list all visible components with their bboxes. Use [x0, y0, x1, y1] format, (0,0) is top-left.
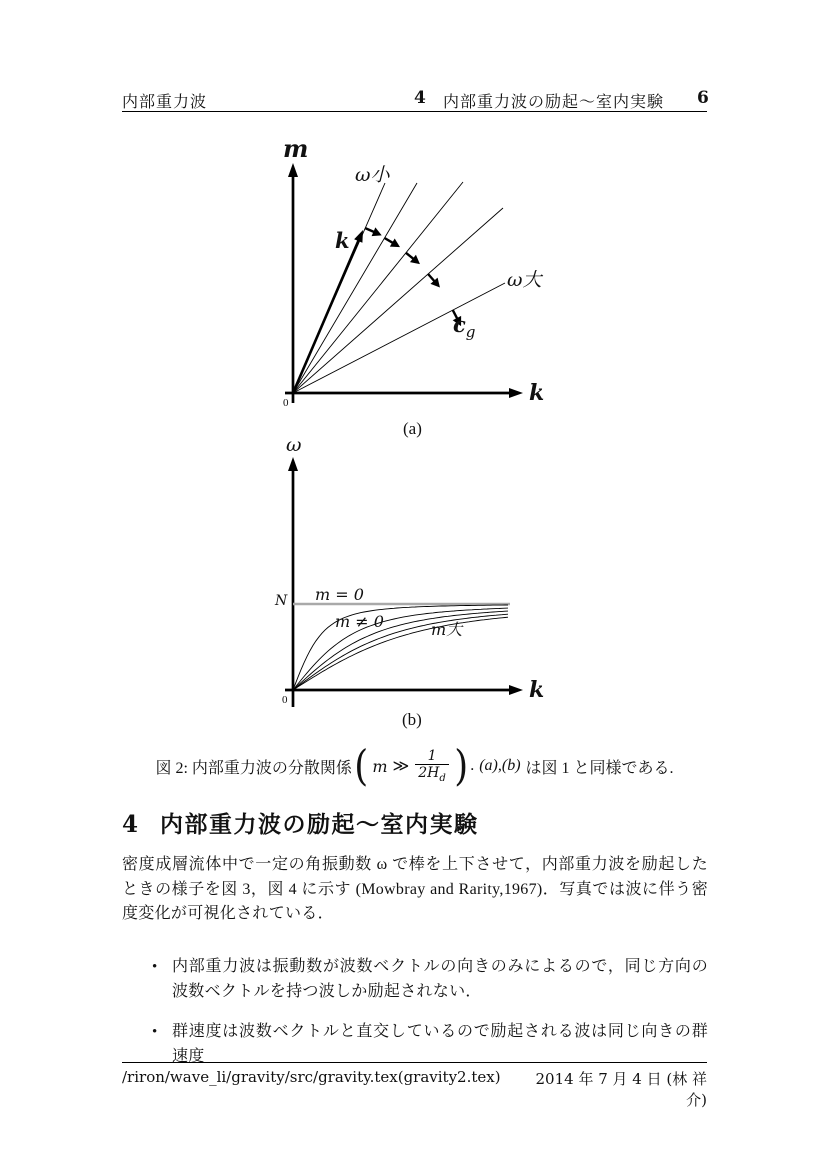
section-heading: [122, 806, 479, 839]
paragraph: 密度成層流体中で一定の角振動数 ω で棒を上下させて，内部重力波を励起したときの様子を図 3，図 4 に示す (Mowbray and Rarity,1967)．写真では波に伴う密度変化が可視化されている．: [122, 856, 708, 923]
fig-a-cg-symbol: c: [453, 312, 466, 337]
fig-b-subcaption: (b): [402, 710, 422, 729]
section-number: 4: [122, 811, 139, 838]
list-item: [122, 955, 708, 1004]
fig-a-m-axis-label: m: [283, 134, 309, 163]
much-greater-sign: ≫: [392, 758, 410, 775]
fig-a-origin-label: 0: [283, 397, 289, 409]
fig-a-k-vector-label: k: [335, 228, 350, 253]
footer-file-path: /riron/wave_li/gravity/src/gravity.tex(gravity2.tex): [122, 1068, 501, 1086]
bullet-marker: •: [152, 959, 158, 975]
fraction-denominator: [415, 764, 449, 784]
header-page-number: 6: [697, 88, 709, 108]
header-section-number: 4: [414, 88, 426, 108]
fig-a-k-axis-label: k: [529, 380, 545, 406]
footer-date: 2014 年 7 月 4 日 (林 祥介): [535, 1070, 707, 1109]
bullet-marker: •: [152, 1024, 158, 1041]
header-section-title: 内部重力波の励起～室内実験: [443, 94, 665, 111]
fraction: [415, 748, 449, 784]
fig-b-m-neq-label: m ≠ 0: [335, 612, 384, 631]
fig-a-subcaption: (a): [403, 419, 422, 438]
fraction-denominator-subscript: d: [439, 772, 446, 784]
fig-b-m-zero-label: m = 0: [315, 585, 364, 604]
figure-caption: [122, 740, 707, 792]
fig-a-cg-subscript: g: [465, 323, 476, 342]
figure-caption-dot: .: [470, 757, 475, 774]
figure-caption-prefix: 図 2: 内部重力波の分散関係: [155, 759, 352, 777]
figure-caption-tail: は図 1 と同様である.: [525, 759, 674, 777]
fig-b-omega-axis-label: ω: [286, 434, 302, 456]
fig-b-k-axis-label: k: [529, 677, 545, 703]
fig-b-N-label: N: [275, 593, 288, 609]
header-left-title: 内部重力波: [122, 94, 208, 111]
bullet-list: [122, 955, 708, 1085]
footer-rule: [122, 1062, 707, 1063]
figure-b-plot: [260, 430, 560, 730]
left-paren: (: [354, 741, 369, 790]
fig-a-cg-label: [453, 312, 475, 341]
bullet-text: 内部重力波は振動数が波数ベクトルの向きのみによるので，同じ方向の波数ベクトルを持つ波しか励起されない．: [172, 958, 708, 1000]
fig-b-origin-label: 0: [282, 694, 288, 706]
figure-caption-ab: (a),(b): [479, 757, 521, 774]
header-rule: [122, 111, 707, 112]
fig-a-omega-large-label: ω大: [507, 269, 542, 291]
fraction-denominator-main: 2H: [418, 764, 440, 781]
figure-caption-m: m: [372, 756, 388, 776]
fig-b-m-large-label: m大: [431, 620, 463, 639]
fraction-numerator: 1: [427, 747, 437, 764]
bullet-text: 群速度は波数ベクトルと直交しているので励起される波は同じ向きの群速度: [172, 1023, 708, 1065]
fig-a-omega-small-label: ω小: [355, 164, 390, 186]
section-title: 内部重力波の励起～室内実験: [160, 811, 479, 837]
right-paren: ): [454, 741, 468, 790]
